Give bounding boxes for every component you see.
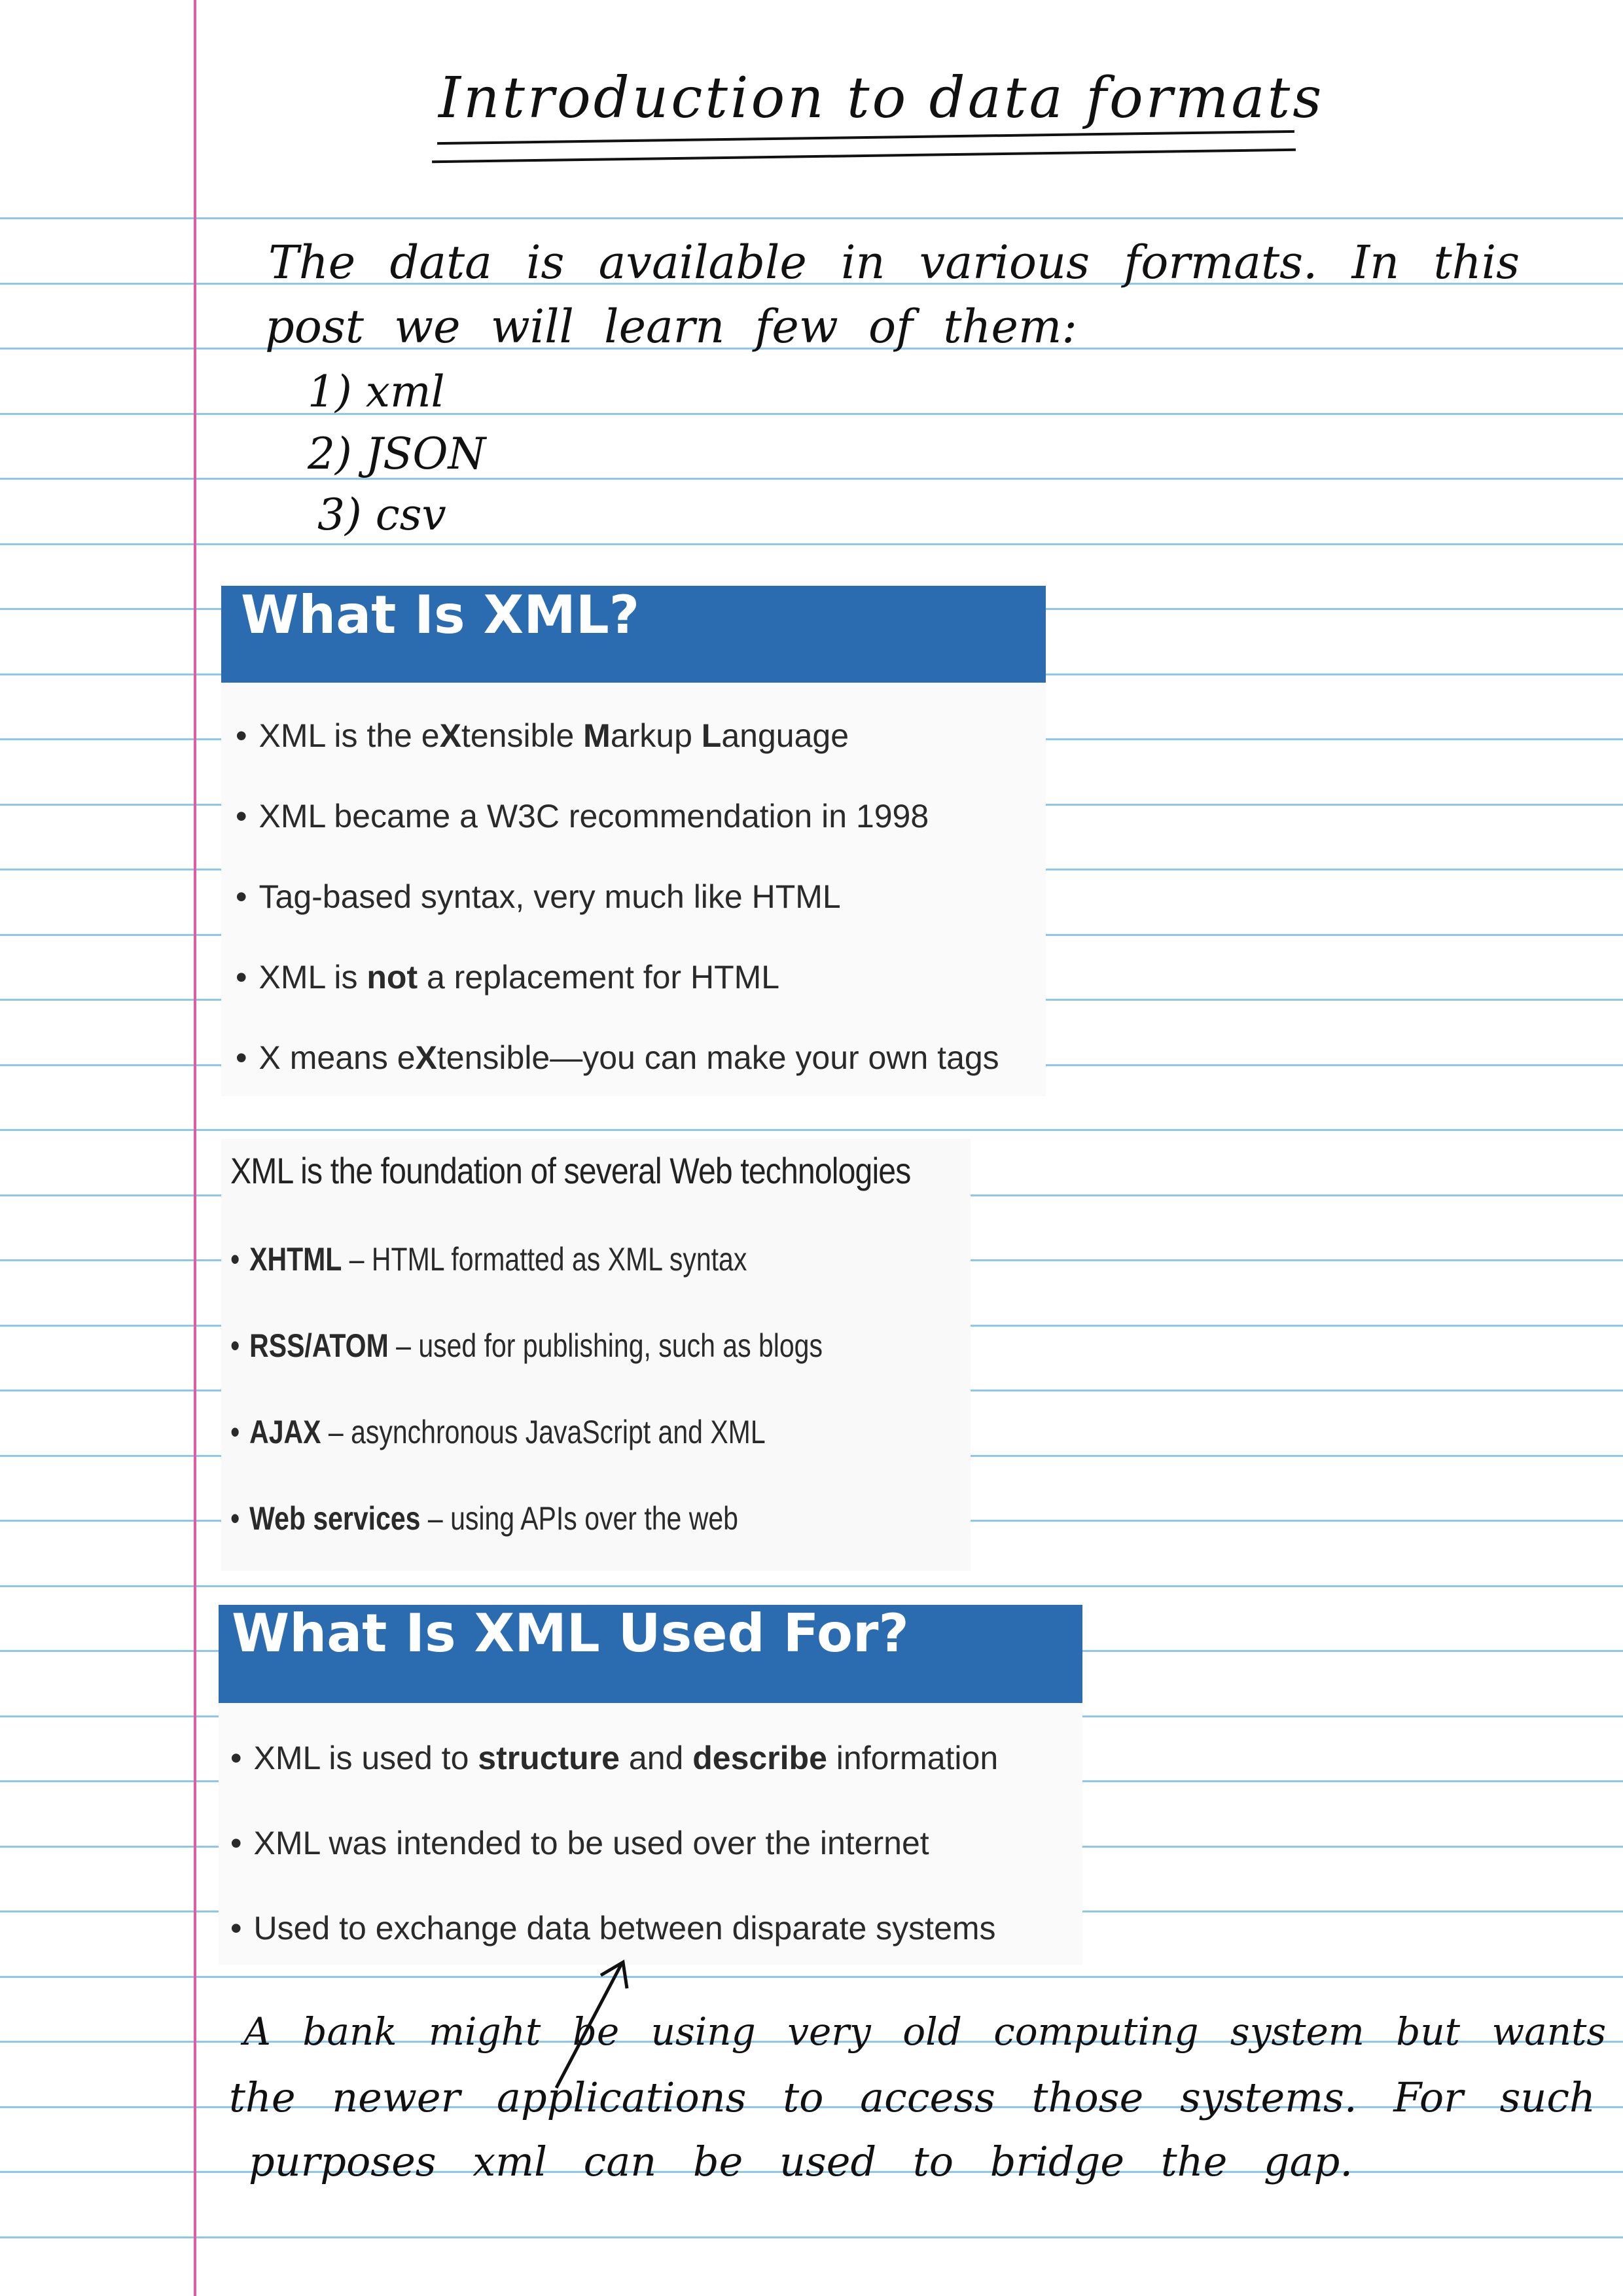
title-underline: [437, 130, 1294, 145]
bullet-item: • XML is used to structure and describe information: [230, 1740, 999, 1776]
margin-line: [194, 0, 196, 2296]
rule-line: [0, 1976, 1623, 1978]
note-line-2: the newer applications to access those systems. For such: [229, 2073, 1596, 2121]
intro-line-2: post we will learn few of them:: [265, 300, 1077, 353]
bullet-item: • XML is the eXtensible Markup Language: [236, 717, 849, 754]
bullet-item: • RSS/ATOM – used for publishing, such as blogs: [230, 1327, 823, 1364]
rule-line: [0, 478, 1623, 480]
bullet-item: • XML became a W3C recommendation in 1998: [236, 798, 929, 834]
page-title: Introduction to data formats: [438, 65, 1325, 131]
bullet-item: • Web services – using APIs over the web: [230, 1500, 738, 1537]
rule-line: [0, 1129, 1623, 1131]
rule-line: [0, 1585, 1623, 1587]
title-underline-second: [432, 149, 1296, 163]
intro-line-1: The data is available in various formats. In this: [268, 236, 1520, 289]
panel-header: What Is XML?: [221, 586, 1046, 683]
format-list-item: 1) xml: [308, 367, 445, 417]
bullet-item: • XML is not a replacement for HTML: [236, 959, 780, 996]
rule-line: [0, 413, 1623, 415]
bullet-item: • AJAX – asynchronous JavaScript and XML: [230, 1414, 766, 1450]
note-line-1: A bank might be using very old computing system but wants: [243, 2009, 1607, 2054]
bullet-item: • XHTML – HTML formatted as XML syntax: [230, 1241, 747, 1278]
bullet-item: • Used to exchange data between disparate systems: [230, 1910, 996, 1946]
note-line-3: purposes xml can be used to bridge the gap.: [249, 2138, 1353, 2185]
bullet-item: • Tag-based syntax, very much like HTML: [236, 878, 841, 915]
panel-header: What Is XML Used For?: [219, 1605, 1082, 1703]
panel-subheading: XML is the foundation of several Web technologies: [230, 1150, 911, 1191]
rule-line: [0, 217, 1623, 219]
format-list-item: 3) csv: [317, 490, 446, 540]
bullet-item: • XML was intended to be used over the internet: [230, 1825, 929, 1861]
bullet-item: • X means eXtensible—you can make your own tags: [236, 1039, 999, 1076]
xml-used-for-panel: [219, 1605, 1082, 1965]
rule-line: [0, 543, 1623, 545]
web-technologies-panel: [221, 1139, 971, 1571]
format-list-item: 2) JSON: [308, 429, 486, 479]
rule-line: [0, 2236, 1623, 2238]
what-is-xml-panel: [221, 586, 1046, 1096]
